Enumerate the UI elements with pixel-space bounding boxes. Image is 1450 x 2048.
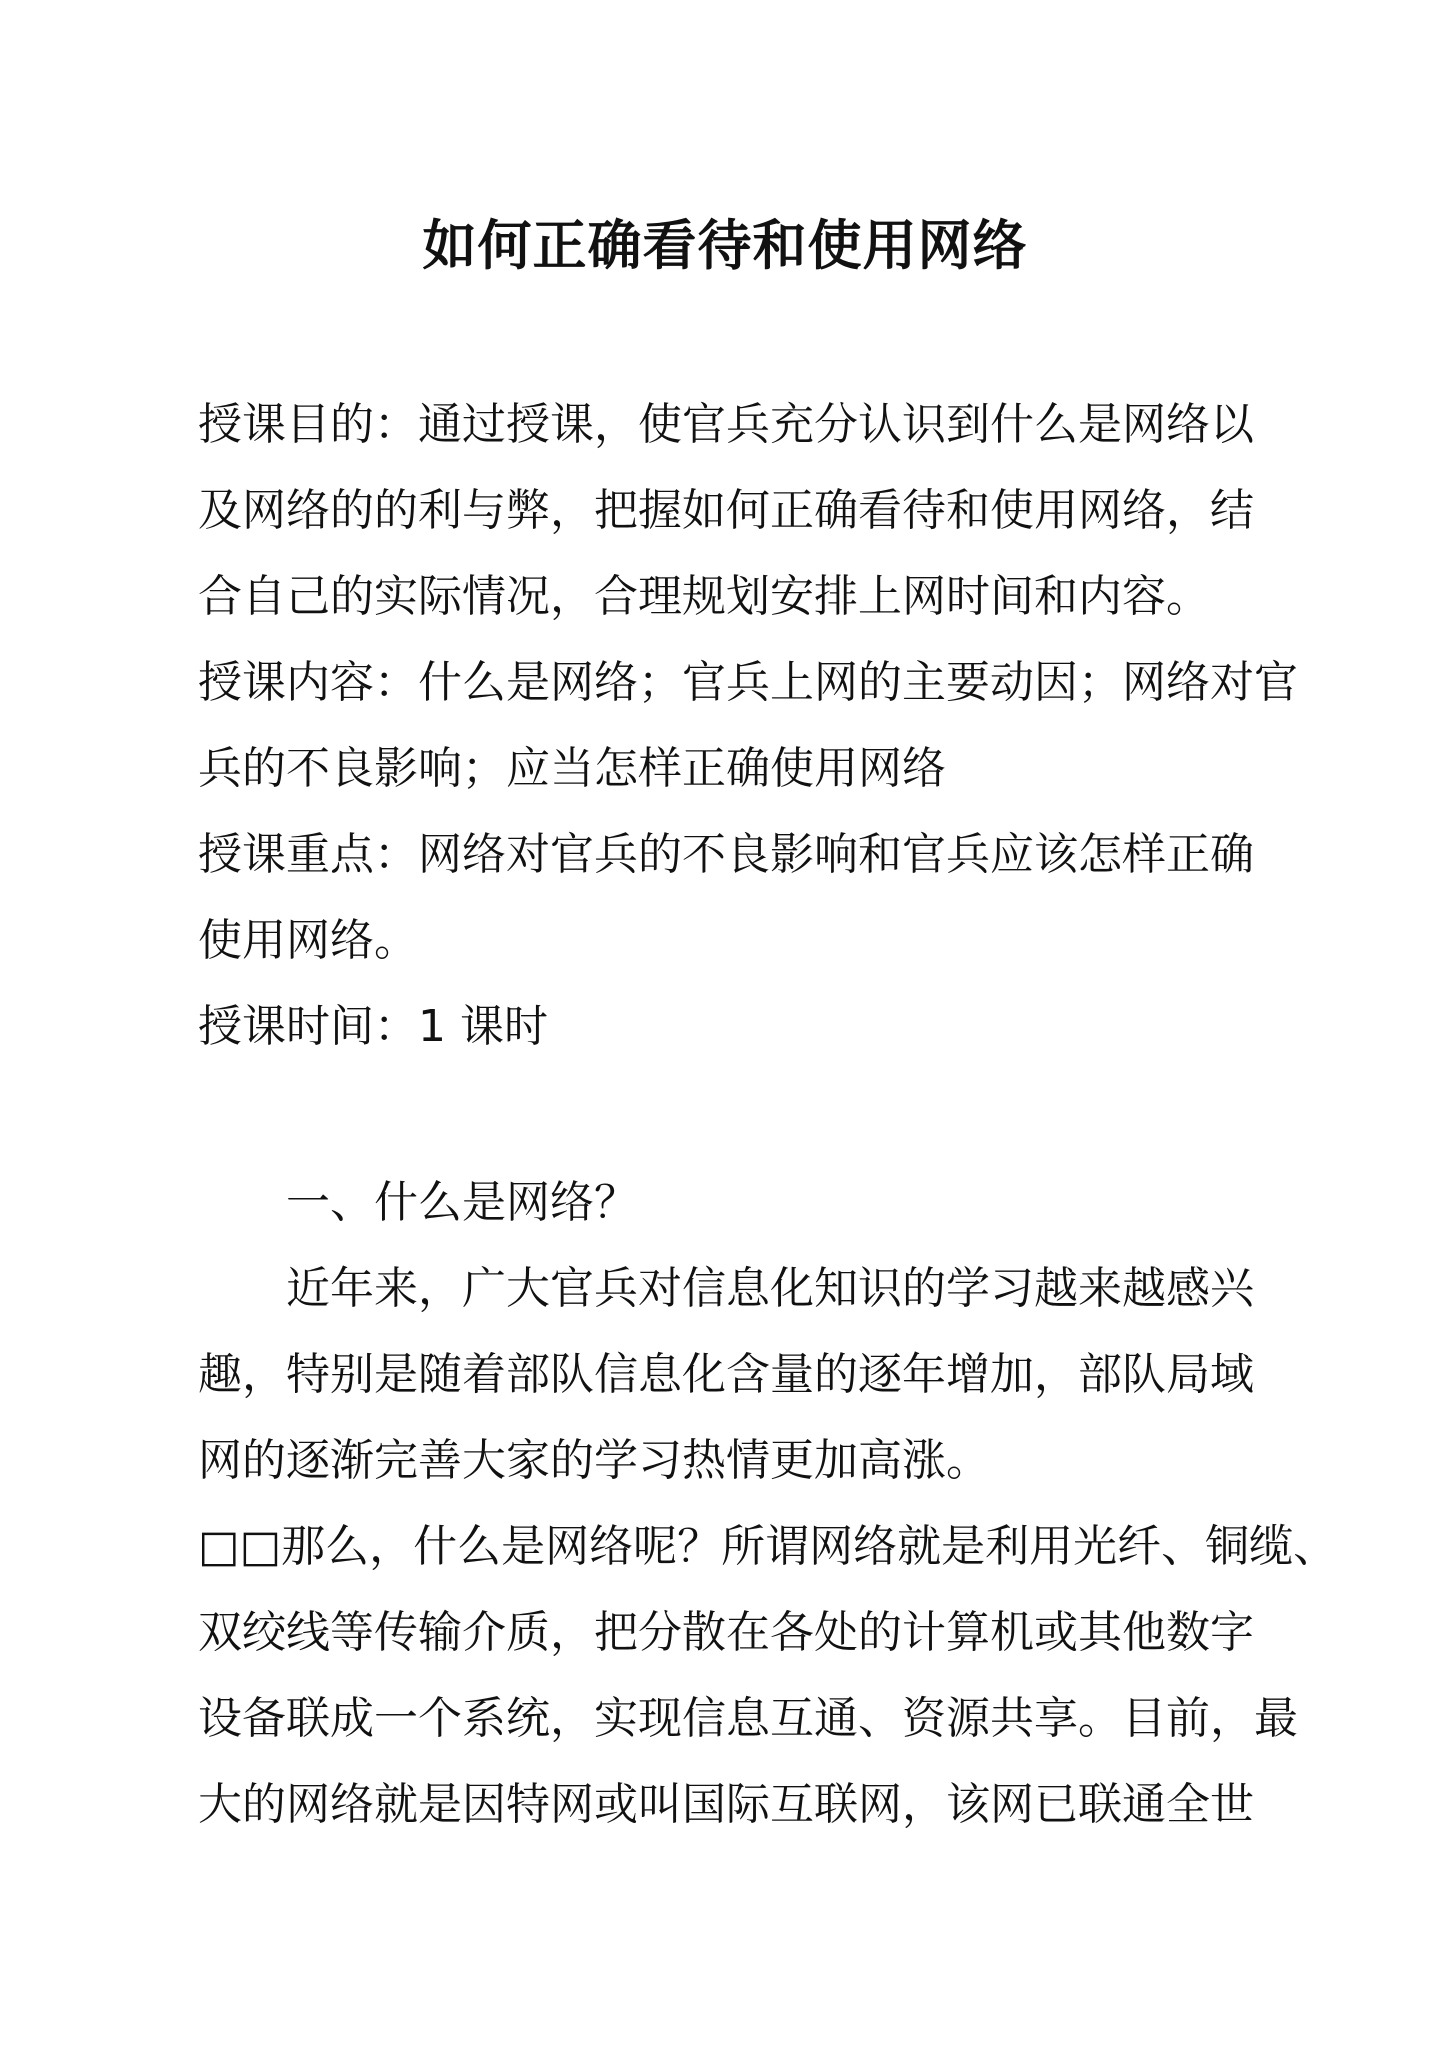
intro-line: 授课目的：通过授课，使官兵充分认识到什么是网络以	[198, 399, 1254, 450]
intro-line: 使用网络。	[198, 915, 418, 966]
intro-line: 合自己的实际情况，合理规划安排上网时间和内容。	[198, 571, 1210, 622]
intro-line: 授课内容：什么是网络；官兵上网的主要动因；网络对官	[198, 657, 1298, 708]
intro-line: 兵的不良影响；应当怎样正确使用网络	[198, 743, 946, 794]
section-heading: 一、什么是网络？	[286, 1177, 638, 1228]
paragraph-line: 大的网络就是因特网或叫国际互联网，该网已联通全世	[198, 1779, 1254, 1830]
intro-line: 授课时间：1 课时	[198, 1001, 548, 1052]
section-1	[198, 1160, 1338, 1848]
paragraph-line: □□那么，什么是网络呢？所谓网络就是利用光纤、铜缆、	[198, 1521, 1338, 1572]
paragraph-line: 双绞线等传输介质，把分散在各处的计算机或其他数字	[198, 1607, 1254, 1658]
paragraph-line: 设备联成一个系统，实现信息互通、资源共享。目前，最	[198, 1693, 1298, 1744]
document-title: 如何正确看待和使用网络	[422, 214, 1028, 277]
intro-line: 授课重点：网络对官兵的不良影响和官兵应该怎样正确	[198, 829, 1254, 880]
paragraph-line: 近年来，广大官兵对信息化知识的学习越来越感兴	[286, 1263, 1254, 1314]
paragraph-line: 网的逐渐完善大家的学习热情更加高涨。	[198, 1435, 990, 1486]
paragraph-line: 趣，特别是随着部队信息化含量的逐年增加，部队局域	[198, 1349, 1254, 1400]
intro-block	[198, 382, 1298, 1070]
intro-line: 及网络的的利与弊，把握如何正确看待和使用网络，结	[198, 485, 1254, 536]
